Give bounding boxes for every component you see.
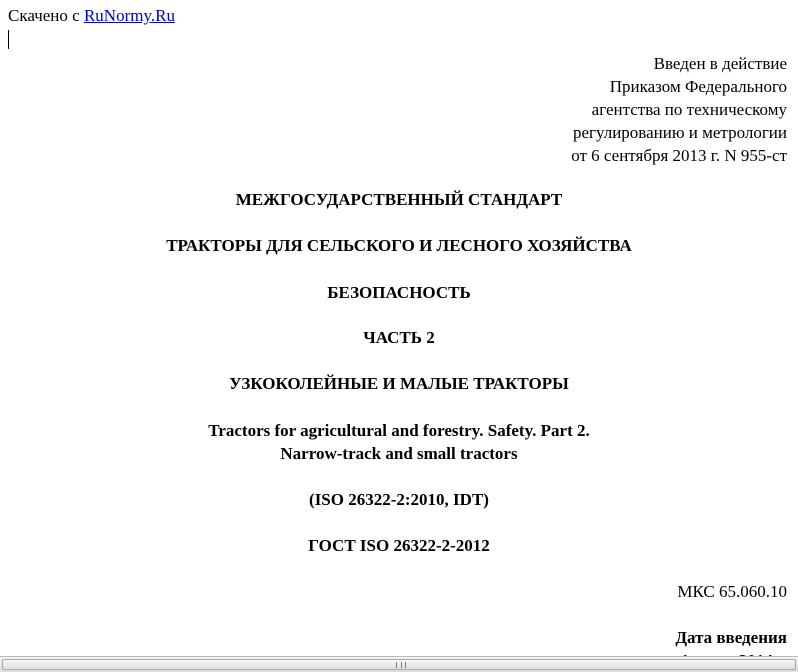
standard-part: ЧАСТЬ 2	[363, 328, 435, 347]
standard-title: ТРАКТОРЫ ДЛЯ СЕЛЬСКОГО И ЛЕСНОГО ХОЗЯЙСТВА	[166, 236, 632, 255]
enactment-line: Введен в действие	[653, 54, 787, 73]
standard-type-heading: МЕЖГОСУДАРСТВЕННЫЙ СТАНДАРТ	[235, 190, 563, 209]
enactment-block	[571, 52, 787, 167]
english-title-line-1: Tractors for agricultural and forestry. Safety. Part 2.	[208, 421, 590, 440]
scrollbar-thumb[interactable]	[2, 659, 796, 670]
grip-icon	[396, 662, 406, 668]
iso-reference: (ISO 26322-2:2010, IDT)	[309, 490, 489, 509]
intro-date-label: Дата введения	[675, 628, 787, 647]
horizontal-scrollbar[interactable]	[0, 656, 798, 672]
source-line	[8, 6, 175, 26]
source-prefix: Скачено с	[8, 6, 80, 25]
text-caret	[8, 30, 9, 49]
enactment-line: регулированию и метрологии	[572, 123, 787, 142]
mks-code: МКС 65.060.10	[677, 582, 787, 601]
gost-reference: ГОСТ ISO 26322-2-2012	[308, 536, 490, 555]
runormy-link[interactable]: RuNormy.Ru	[83, 6, 175, 25]
standard-subtitle: БЕЗОПАСНОСТЬ	[327, 283, 471, 302]
enactment-line: агентства по техническому	[591, 100, 787, 119]
enactment-line: от 6 сентября 2013 г. N 955-ст	[571, 146, 787, 165]
enactment-line: Приказом Федерального	[609, 77, 787, 96]
english-title-line-2: Narrow-track and small tractors	[280, 444, 518, 463]
standard-part-title: УЗКОКОЛЕЙНЫЕ И МАЛЫЕ ТРАКТОРЫ	[229, 374, 569, 393]
